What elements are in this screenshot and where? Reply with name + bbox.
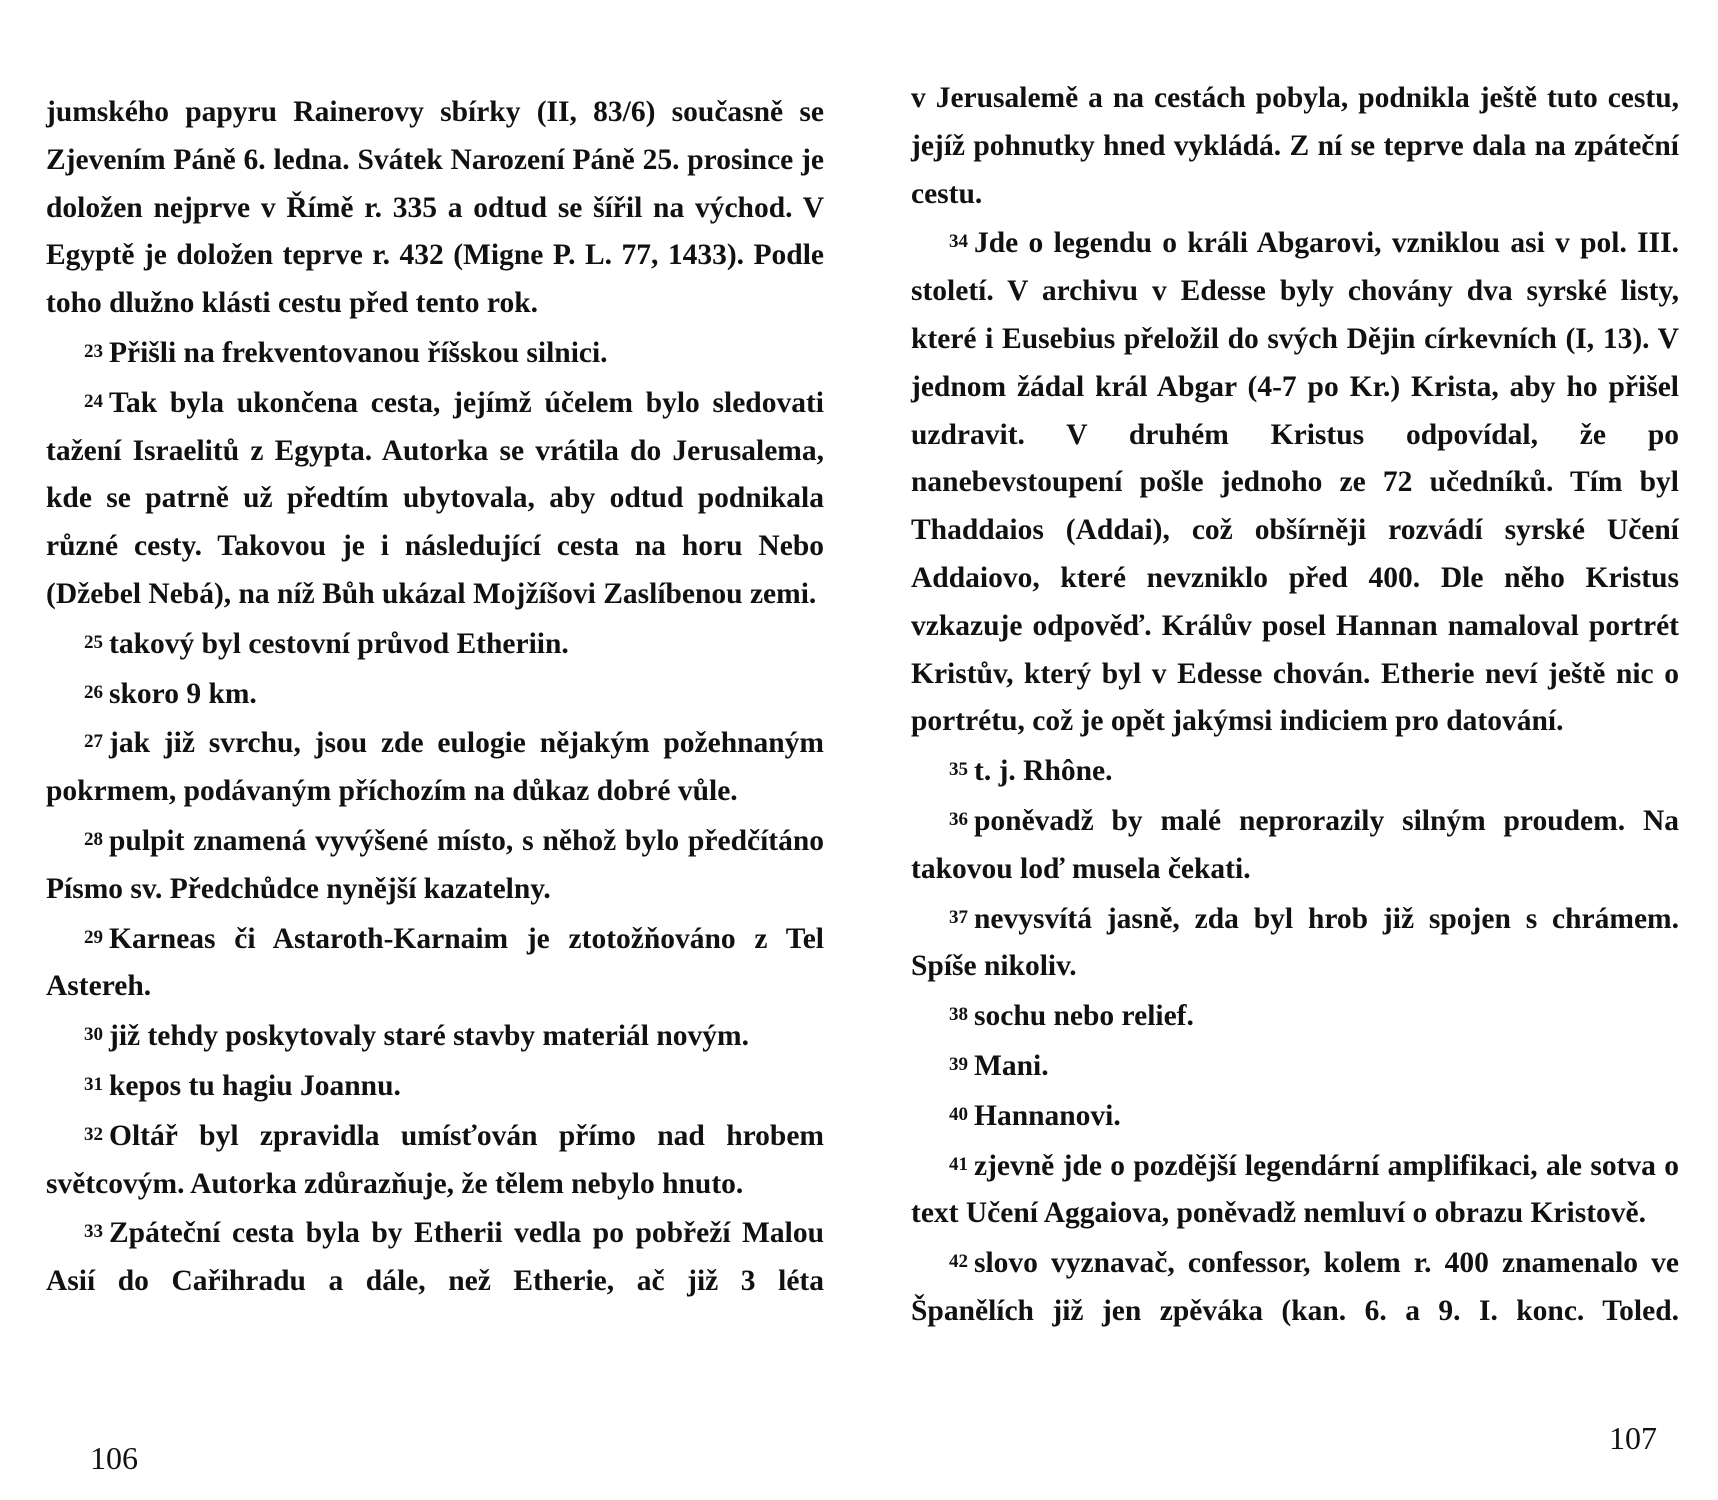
footnote-number: 28: [84, 828, 103, 850]
footnote-text: kepos tu hagiu Joannu.: [109, 1069, 401, 1102]
footnote-text: nevysvítá jasně, zda byl hrob již spojen s chrámem. Spíše nikoliv.: [911, 902, 1679, 983]
footnote-number: 23: [84, 340, 103, 362]
footnote-text: pulpit znamená vyvýšené místo, s něhož bylo předčítáno Písmo sv. Předchůdce nynější kazatelny.: [46, 824, 824, 905]
footnote-number: 42: [949, 1251, 968, 1273]
footnote-number: 37: [949, 906, 968, 928]
footnote-number: 41: [949, 1153, 968, 1175]
footnote-23: [46, 328, 824, 378]
footnote-number: 25: [84, 631, 103, 653]
left-footnotes: [46, 328, 824, 1306]
footnote-31: [46, 1061, 824, 1111]
footnote-text: již tehdy poskytovaly staré stavby materiál novým.: [109, 1020, 749, 1053]
footnote-text: sochu nebo relief.: [974, 1000, 1194, 1033]
footnote-text: Karneas či Astaroth-Karnaim je ztotožňováno z Tel Astereh.: [46, 922, 824, 1003]
footnote-number: 39: [949, 1053, 968, 1075]
footnote-number: 24: [84, 390, 103, 412]
footnote-text: skoro 9 km.: [109, 677, 257, 710]
footnote-26: [46, 669, 824, 719]
footnote-37: [911, 894, 1679, 992]
right-page: [859, 0, 1718, 1500]
footnote-36: [911, 796, 1679, 894]
footnote-text: jak již svrchu, jsou zde eulogie nějakým požehnaným pokrmem, podávaným příchozím na důkaz dobré vůle.: [46, 727, 824, 808]
footnote-number: 40: [949, 1103, 968, 1125]
footnote-number: 33: [84, 1221, 103, 1243]
left-lead-paragraph: jumského papyru Rainerovy sbírky (II, 83/6) současně se Zjevením Páně 6. ledna. Svátek Narození Páně 25. prosince je doložen nejprve v Římě r. 335 a odtud se šířil na východ. V Egyptě je doložen teprve r. 432 (Migne P. L. 77, 1433). Podle toho dlužno klásti cestu před tento rok.: [46, 96, 824, 320]
footnote-text: t. j. Rhône.: [974, 755, 1113, 788]
footnote-text: takový byl cestovní průvod Etheriin.: [109, 627, 569, 660]
footnote-number: 29: [84, 926, 103, 948]
footnote-text: Oltář byl zpravidla umísťován přímo nad hrobem světcovým. Autorka zdůrazňuje, že tělem nebylo hnuto.: [46, 1119, 824, 1200]
footnote-text: Jde o legendu o králi Abgarovi, vzniklou asi v pol. III. století. V archivu v Edesse byly chovány dva syrské listy, které i Eusebius přeložil do svých Dějin církevních (I, 13). V jednom žádal král Abgar (4-7 po Kr.) Krista, aby ho přišel uzdravit. V druhém Kristus odpovídal, že po nanebevstoupení pošle jednoho ze 72 učedníků. Tím byl Thaddaios (Addai), což obšírněji rozvádí syrské Učení Addaiovo, které nevzniklo před 400. Dle něho Kristus vzkazuje odpověď. Králův posel Hannan namaloval portrét Kristův, který byl v Edesse chován. Etherie neví ještě nic o portrétu, což je opět jakýmsi indiciem pro datování.: [911, 227, 1679, 738]
footnote-33: [46, 1208, 824, 1306]
footnote-30: [46, 1011, 824, 1061]
footnote-40: [911, 1091, 1679, 1141]
footnote-text: zjevně jde o pozdější legendární amplifikaci, ale sotva o text Učení Aggaiova, poněvadž nemluví o obrazu Kristově.: [911, 1149, 1679, 1230]
footnote-35: [911, 746, 1679, 796]
footnote-number: 32: [84, 1123, 103, 1145]
footnote-text: Hannanovi.: [974, 1099, 1121, 1132]
footnote-25: [46, 619, 824, 669]
footnote-number: 36: [949, 808, 968, 830]
footnote-text: poněvadž by malé neprorazily silným proudem. Na takovou loď musela čekati.: [911, 804, 1679, 885]
footnote-text: Mani.: [974, 1049, 1049, 1082]
footnote-number: 38: [949, 1004, 968, 1026]
footnote-24: [46, 378, 824, 619]
footnote-27: [46, 718, 824, 816]
footnote-text: Tak byla ukončena cesta, jejímž účelem bylo sledovati tažení Israelitů z Egypta. Autorka se vrátila do Jerusalema, kde se patrně už předtím ubytovala, aby odtud podnikala různé cesty. Takovou je i následující cesta na horu Nebo (Džebel Nebá), na níž Bůh ukázal Mojžíšovi Zaslíbenou zemi.: [46, 386, 824, 610]
footnote-28: [46, 816, 824, 914]
footnote-41: [911, 1141, 1679, 1239]
footnote-text: Přišli na frekventovanou říšskou silnici.: [109, 336, 608, 369]
footnote-38: [911, 991, 1679, 1041]
footnote-39: [911, 1041, 1679, 1091]
footnote-number: 31: [84, 1073, 103, 1095]
footnote-text: Zpáteční cesta byla by Etherii vedla po pobřeží Malou Asií do Cařihradu a dále, než Etherie, ač již 3 léta: [46, 1217, 824, 1298]
right-footnotes: [911, 218, 1679, 1335]
footnote-34: [911, 218, 1679, 746]
footnote-number: 30: [84, 1024, 103, 1046]
footnote-text: slovo vyznavač, confessor, kolem r. 400 znamenalo ve Španělích již jen zpěváka (kan. 6. a 9. I. konc. Toled.: [911, 1247, 1679, 1327]
left-text-column: [46, 89, 824, 1306]
footnote-number: 27: [84, 731, 103, 753]
right-text-column: [911, 75, 1679, 1336]
footnote-32: [46, 1111, 824, 1209]
page-number-right: 107: [1609, 1420, 1657, 1456]
footnote-number: 34: [949, 231, 968, 253]
footnote-number: 26: [84, 681, 103, 703]
footnote-42: [911, 1238, 1679, 1336]
footnote-number: 35: [949, 759, 968, 781]
page-number-left: 106: [90, 1440, 138, 1476]
right-lead-paragraph: v Jerusalemě a na cestách pobyla, podnikla ještě tuto cestu, jejíž pohnutky hned vykládá. Z ní se teprve dala na zpáteční cestu.: [911, 82, 1679, 210]
footnote-29: [46, 914, 824, 1012]
